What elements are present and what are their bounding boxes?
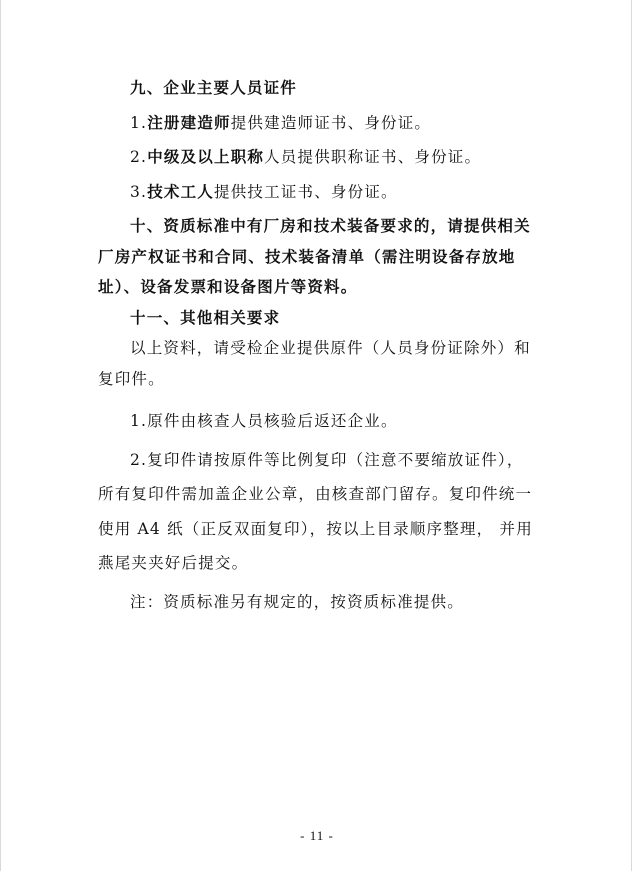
section-9-item-3: [98, 177, 538, 208]
section-9-item-1: [98, 108, 538, 139]
item-number: 3.: [130, 182, 148, 201]
section-10-line-1: 十、资质标准中有厂房和技术装备要求的，请提供相关: [130, 217, 531, 235]
item-bold-text: 中级及以上职称: [147, 148, 265, 166]
section-9-heading: 九、企业主要人员证件: [130, 79, 298, 97]
item-number: 2.: [130, 148, 148, 166]
section-11-heading: 十一、其他相关要求: [130, 308, 281, 327]
section-11-item-2-line-2: 所有复印件需加盖企业公章，由核查部门留存。复印件统一: [98, 485, 533, 503]
item-text: 人员提供职称证书、身份证。: [264, 148, 482, 166]
section-10-line-2: 厂房产权证书和合同、技术装备清单（需注明设备存放地: [98, 247, 516, 266]
section-11-intro-line-1: 以上资料，请受检企业提供原件（人员身份证除外）和: [130, 339, 531, 357]
section-10-line-3: 址）、设备发票和设备图片等资料。: [98, 278, 358, 296]
section-11-item-2-line-4: 燕尾夹夹好后提交。: [98, 554, 249, 572]
section-11-intro-line-2: 复印件。: [98, 369, 165, 388]
item-bold-text: 技术工人: [147, 182, 215, 201]
item-text: 提供技工证书、身份证。: [214, 182, 398, 201]
item-text: 提供建造师证书、身份证。: [230, 113, 432, 132]
section-11-item-2-line-1: 2.复印件请按原件等比例复印（注意不要缩放证件），: [130, 450, 524, 469]
page-number: - 11 -: [300, 828, 334, 843]
item-number: 1.: [130, 113, 148, 132]
section-11-item-2-line-3: 使用 A4 纸（正反双面复印），按以上目录顺序整理， 并用: [98, 519, 533, 538]
note: 注：资质标准另有规定的，按资质标准提供。: [130, 592, 465, 611]
document-body: [98, 73, 538, 617]
section-11-item-1: 1.原件由核查人员核验后返还企业。: [130, 412, 398, 430]
item-bold-text: 注册建造师: [147, 113, 231, 132]
section-9-item-2: [98, 142, 538, 173]
